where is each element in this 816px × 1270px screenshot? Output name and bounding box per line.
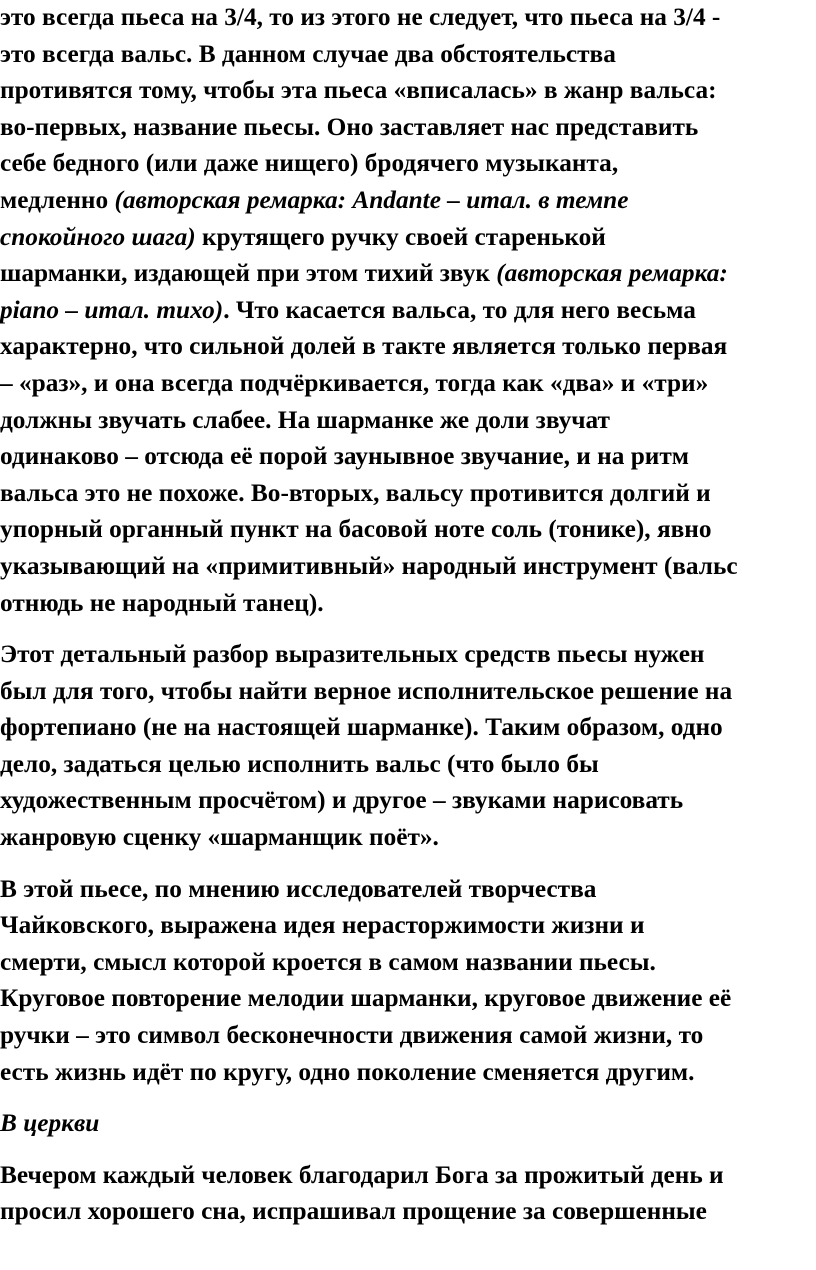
text-line: Этот детальный разбор выразительных средств пьесы нужен bbox=[0, 640, 705, 669]
text-line bbox=[0, 292, 816, 329]
text-line: есть жизнь идёт по кругу, одно поколение сменяется другим. bbox=[0, 1057, 695, 1086]
text-run: противятся тому, чтобы эта пьеса «вписалась» в жанр вальса: bbox=[0, 76, 717, 105]
text-line bbox=[0, 585, 816, 622]
text-run: крутящего ручку своей старенькой bbox=[195, 222, 606, 251]
paragraph-life-and-death bbox=[0, 871, 816, 1091]
text-line bbox=[0, 365, 816, 402]
author-remark: (авторская ремарка: Andante – итал. в темпе bbox=[114, 185, 629, 214]
text-run: упорный органный пункт на басовой ноте соль (тонике), явно bbox=[0, 515, 712, 544]
text-line: Круговое повторение мелодии шарманки, круговое движение её bbox=[0, 984, 732, 1013]
text-line bbox=[0, 328, 816, 365]
text-run: – «раз», и она всегда подчёркивается, тогда как «два» и «три» bbox=[0, 368, 709, 397]
author-remark: (авторская ремарка: bbox=[496, 259, 728, 288]
paragraph-evening-prayer bbox=[0, 1157, 816, 1230]
text-line bbox=[0, 255, 816, 292]
text-line bbox=[0, 402, 816, 439]
text-run: вальса это не похоже. Во-вторых, вальсу противится долгий и bbox=[0, 478, 711, 507]
paragraph-waltz-analysis bbox=[0, 0, 816, 621]
text-line bbox=[0, 36, 816, 73]
text-run: . Что касается вальса, то для него весьма bbox=[223, 295, 696, 324]
section-heading-in-church bbox=[0, 1105, 816, 1142]
text-run: характерно, что сильной долей в такте является только первая bbox=[0, 332, 728, 361]
text-line: дело, задаться целью исполнить вальс (что было бы bbox=[0, 749, 599, 778]
text-line bbox=[0, 72, 816, 109]
text-line: Вечером каждый человек благодарил Бога за прожитый день и bbox=[0, 1160, 724, 1189]
section-heading-text: В церкви bbox=[0, 1109, 100, 1138]
text-line: ручки – это символ бесконечности движения самой жизни, то bbox=[0, 1021, 704, 1050]
text-line bbox=[0, 109, 816, 146]
text-line bbox=[0, 438, 816, 475]
text-line: художественным просчётом) и другое – звуками нарисовать bbox=[0, 786, 684, 815]
text-line bbox=[0, 511, 816, 548]
text-run: это всегда пьеса на 3/4, то из этого не следует, что пьеса на 3/4 - bbox=[0, 3, 721, 31]
text-run: одинаково – отсюда её порой заунывное звучание, и на ритм bbox=[0, 442, 690, 471]
text-line: В этой пьесе, по мнению исследователей творчества bbox=[0, 874, 597, 903]
text-run: должны звучать слабее. На шарманке же доли звучат bbox=[0, 405, 610, 434]
text-line bbox=[0, 182, 816, 219]
text-line bbox=[0, 219, 816, 256]
text-run: шарманки, издающей при этом тихий звук bbox=[0, 259, 497, 288]
text-line bbox=[0, 0, 816, 36]
text-run: это всегда вальс. В данном случае два обстоятельства bbox=[0, 39, 616, 68]
text-line: фортепиано (не на настоящей шарманке). Таким образом, одно bbox=[0, 713, 723, 742]
text-run: отнюдь не народный танец). bbox=[0, 588, 324, 617]
text-line: просил хорошего сна, испрашивал прощение за совершенные bbox=[0, 1197, 707, 1226]
paragraph-performance-solution bbox=[0, 636, 816, 856]
author-remark: piano – итал. тихо) bbox=[0, 295, 224, 324]
author-remark: спокойного шага) bbox=[0, 222, 196, 251]
text-line bbox=[0, 475, 816, 512]
text-run: себе бедного (или даже нищего) бродячего музыканта, bbox=[0, 149, 619, 178]
text-line: Чайковского, выражена идея нерасторжимости жизни и bbox=[0, 911, 645, 940]
text-run: медленно bbox=[0, 185, 115, 214]
text-run: во-первых, название пьесы. Оно заставляет нас представить bbox=[0, 112, 699, 141]
text-line: был для того, чтобы найти верное исполнительское решение на bbox=[0, 676, 733, 705]
text-line: смерти, смысл которой кроется в самом названии пьесы. bbox=[0, 947, 656, 976]
text-run: указывающий на «примитивный» народный инструмент (вальс bbox=[0, 551, 738, 580]
text-line bbox=[0, 145, 816, 182]
text-line: жанровую сценку «шарманщик поёт». bbox=[0, 823, 439, 852]
text-line bbox=[0, 548, 816, 585]
